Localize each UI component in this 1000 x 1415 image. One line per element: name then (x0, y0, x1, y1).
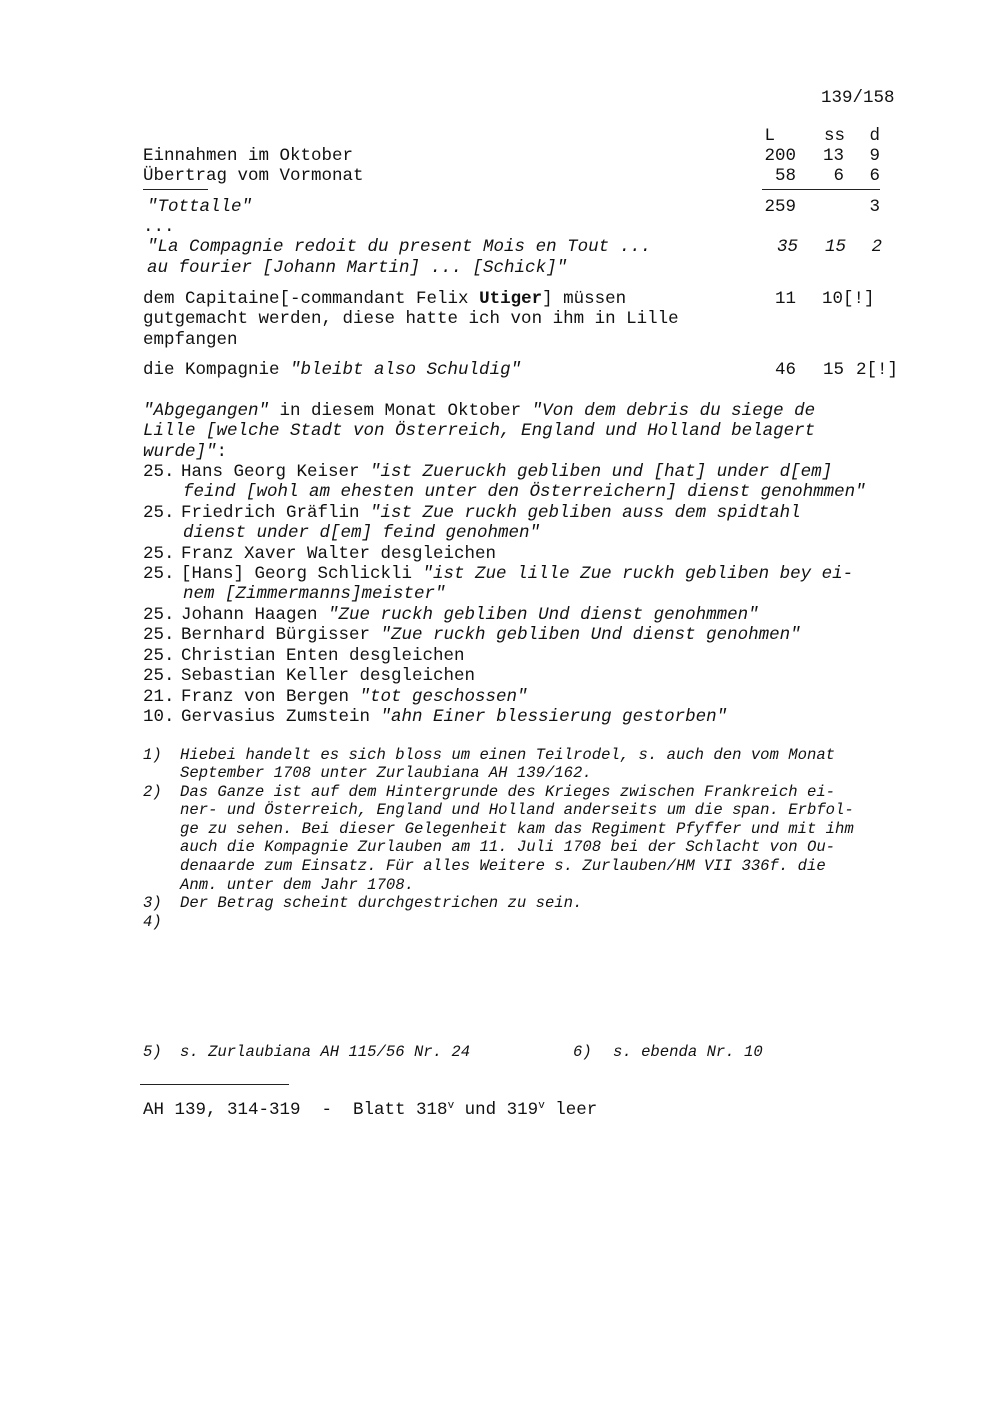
capitaine-line3: empfangen (143, 330, 238, 350)
einnahmen-label: Einnahmen im Oktober (143, 146, 354, 166)
footnote-line: Anm. unter dem Jahr 1708. (180, 876, 414, 894)
sum-rule (762, 189, 880, 190)
entry-line1: Bernhard Bürgisser "Zue ruckh gebliben Und dienst genohmen" (181, 625, 801, 645)
abgegangen-line2: Lille [welche Stadt von Österreich, England und Holland belagert (143, 421, 816, 441)
footnote-num: 6) (573, 1043, 592, 1061)
entry-line1: Sebastian Keller desgleichen (181, 666, 476, 686)
ellipsis: ... (143, 217, 175, 237)
schuldig-d: 2[!] (856, 360, 899, 380)
footnote-num: 2) (143, 783, 162, 801)
abgegangen-line3: wurde]": (143, 442, 228, 462)
einnahmen-d: 9 (869, 146, 880, 166)
uebertrag-ss: 6 (833, 166, 844, 186)
entry-num: 25. (143, 666, 175, 686)
capitaine-line1: dem Capitaine[-commandant Felix Utiger] müssen (143, 289, 627, 309)
tottalle-label: "Tottalle" (147, 197, 253, 217)
schuldig-l: 46 (774, 360, 796, 380)
footnote-line: ge zu sehen. Bei dieser Gelegenheit kam das Regiment Pfyffer und mit ihm (180, 820, 854, 838)
footnote-num: 3) (143, 894, 162, 912)
entry-line1: Friedrich Gräflin "ist Zue ruckh gebliben auss dem spidtahl (181, 503, 801, 523)
utiger-name: Utiger (479, 289, 543, 309)
compagnie-ss: 15 (824, 237, 846, 257)
entry-line1: Johann Haagen "Zue ruckh gebliben Und dienst genohmmen" (181, 605, 759, 625)
footnote-6-text: s. ebenda Nr. 10 (613, 1043, 763, 1061)
footnote-num: 1) (143, 746, 162, 764)
capitaine-l: 11 (774, 289, 796, 309)
schuldig-ss: 15 (822, 360, 844, 380)
footnote-num: 5) (143, 1043, 162, 1061)
footnote-line: ner- und Österreich, England und Holland anderseits um die span. Erbfol- (180, 801, 854, 819)
footnote-line: Der Betrag scheint durchgestrichen zu sein. (180, 894, 583, 912)
entry-line2: nem [Zimmermanns]meister" (183, 584, 446, 604)
capitaine-line2: gutgemacht werden, diese hatte ich von ihm in Lille (143, 309, 679, 329)
compagnie-line2: au fourier [Johann Martin] ... [Schick]" (147, 258, 568, 278)
compagnie-line1: "La Compagnie redoit du present Mois en Tout ... (147, 237, 652, 257)
footnote-num: 4) (143, 913, 162, 931)
entry-line1: [Hans] Georg Schlickli "ist Zue lille Zue ruckh gebliben bey ei- (181, 564, 854, 584)
entry-num: 25. (143, 625, 175, 645)
entry-num: 25. (143, 544, 175, 564)
entry-num: 21. (143, 687, 175, 707)
tottalle-l: 259 (764, 197, 796, 217)
footnote-line: September 1708 unter Zurlaubiana AH 139/162. (180, 764, 592, 782)
compagnie-d: 2 (871, 237, 882, 257)
entry-num: 25. (143, 503, 175, 523)
uebertrag-label: Übertrag vom Vormonat (143, 166, 364, 186)
entry-line1: Franz Xaver Walter desgleichen (181, 544, 497, 564)
short-rule (143, 189, 208, 190)
entry-num: 25. (143, 646, 175, 666)
col-header-ss: ss (823, 126, 845, 146)
entry-line2: dienst under d[em] feind genohmen" (183, 523, 541, 543)
schuldig-label: die Kompagnie "bleibt also Schuldig" (143, 360, 522, 380)
uebertrag-d: 6 (869, 166, 880, 186)
page-number: 139/158 (821, 88, 895, 108)
tottalle-d: 3 (869, 197, 880, 217)
footnote-line: Hiebei handelt es sich bloss um einen Teilrodel, s. auch den vom Monat (180, 746, 836, 764)
col-header-l: L (764, 126, 775, 146)
footnote-line: auch die Kompagnie Zurlauben am 11. Juli 1708 bei der Schlacht von Ou- (180, 838, 836, 856)
entry-line1: Franz von Bergen "tot geschossen" (181, 687, 528, 707)
capitaine-ss: 10[!] (822, 289, 875, 309)
entry-line1: Gervasius Zumstein "ahn Einer blessierung gestorben" (181, 707, 728, 727)
footnote-line: denaarde zum Einsatz. Für alles Weitere s. Zurlauben/HM VII 336f. die (180, 857, 826, 875)
entry-num: 10. (143, 707, 175, 727)
abgegangen-line1: "Abgegangen" in diesem Monat Oktober "Von dem debris du siege de (143, 401, 816, 421)
source-line: AH 139, 314-319 - Blatt 318$^v$ und 319$^v$ leer (143, 1100, 598, 1120)
einnahmen-ss: 13 (822, 146, 844, 166)
footnote-line: Das Ganze ist auf dem Hintergrunde des Krieges zwischen Frankreich ei- (180, 783, 836, 801)
col-header-d: d (869, 126, 880, 146)
entry-line1: Christian Enten desgleichen (181, 646, 465, 666)
entry-line1: Hans Georg Keiser "ist Zueruckh gebliben und [hat] under d[em] (181, 462, 833, 482)
footnote-5-text: s. Zurlaubiana AH 115/56 Nr. 24 (180, 1043, 471, 1061)
einnahmen-l: 200 (764, 146, 796, 166)
entry-num: 25. (143, 564, 175, 584)
entry-num: 25. (143, 462, 175, 482)
uebertrag-l: 58 (774, 166, 796, 186)
entry-line2: feind [wohl am ehesten unter den Österreichern] dienst genohmmen" (183, 482, 866, 502)
compagnie-l: 35 (776, 237, 798, 257)
footer-divider (140, 1084, 289, 1085)
entry-num: 25. (143, 605, 175, 625)
